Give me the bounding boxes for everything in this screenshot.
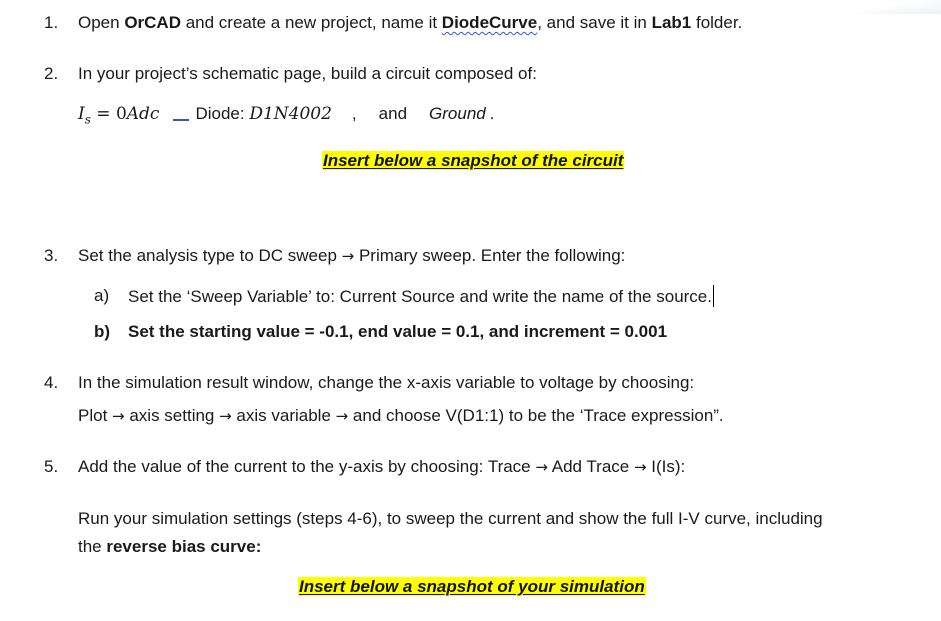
source-equals: = 0 [90, 104, 127, 124]
diode-label: Diode: [195, 104, 250, 123]
arrow-icon: → [341, 247, 355, 265]
step-4-text: In the simulation result window, change the x-axis variable to voltage by choosing: [78, 373, 695, 392]
step-2-number: 2. [44, 64, 59, 83]
source-unit: Adc [126, 104, 160, 124]
component-list [78, 103, 494, 130]
arrow-icon: → [633, 458, 647, 476]
step-5-number: 5. [44, 457, 59, 476]
step-1-number: 1. [44, 13, 59, 32]
page-corner-shade [851, 0, 941, 14]
project-name: DiodeCurve [441, 13, 538, 32]
step-3-text: Set the analysis type to DC sweep → Primary sweep. Enter the following: [78, 246, 626, 265]
step-3b-letter: b) [94, 322, 111, 341]
run-line-2: the reverse bias curve: [78, 537, 262, 556]
step-2-text: In your project’s schematic page, build a circuit composed of: [78, 64, 537, 83]
step-3a-letter: a) [94, 286, 110, 305]
diode-part: D1N4002 [249, 104, 332, 124]
comma-underline-mark [173, 109, 189, 121]
text-cursor [713, 285, 714, 307]
separator-comma: , [351, 104, 357, 123]
source-subscript: s [84, 112, 91, 127]
step-3-number: 3. [44, 246, 59, 265]
source-symbol: I [78, 104, 85, 124]
arrow-icon: → [535, 458, 548, 476]
arrow-icon: → [335, 407, 349, 425]
reverse-bias-text: reverse bias curve: [106, 537, 262, 556]
step-4-number: 4. [44, 373, 59, 392]
ground-period: . [489, 104, 495, 123]
folder-name: Lab1 [651, 13, 692, 32]
highlight-circuit-snapshot: Insert below a snapshot of the circuit [323, 151, 624, 170]
orcad-name: OrCAD [124, 13, 181, 32]
step-1-text: Open OrCAD and create a new project, name it DiodeCurve, and save it in Lab1 folder. [78, 13, 743, 32]
step-3b-text: Set the starting value = -0.1, end value = 0.1, and increment = 0.001 [128, 322, 668, 341]
arrow-icon: → [219, 407, 232, 425]
and-word: and [378, 104, 408, 123]
step-5-text: Add the value of the current to the y-axis by choosing: Trace → Add Trace → I(Is): [78, 457, 686, 476]
step-4-path: Plot → axis setting → axis variable → and choose V(D1:1) to be the ‘Trace expression”. [78, 406, 724, 425]
highlight-simulation-snapshot: Insert below a snapshot of your simulation [299, 577, 645, 596]
ground-label: Ground [429, 104, 486, 123]
insert-circuit-note [322, 150, 624, 172]
run-line-1: Run your simulation settings (steps 4-6), to sweep the current and show the full I-V curve, including [78, 509, 823, 528]
arrow-icon: → [112, 407, 125, 425]
step-3a-text: Set the ‘Sweep Variable’ to: Current Source and write the name of the source. [128, 287, 712, 306]
insert-simulation-note [298, 576, 646, 598]
